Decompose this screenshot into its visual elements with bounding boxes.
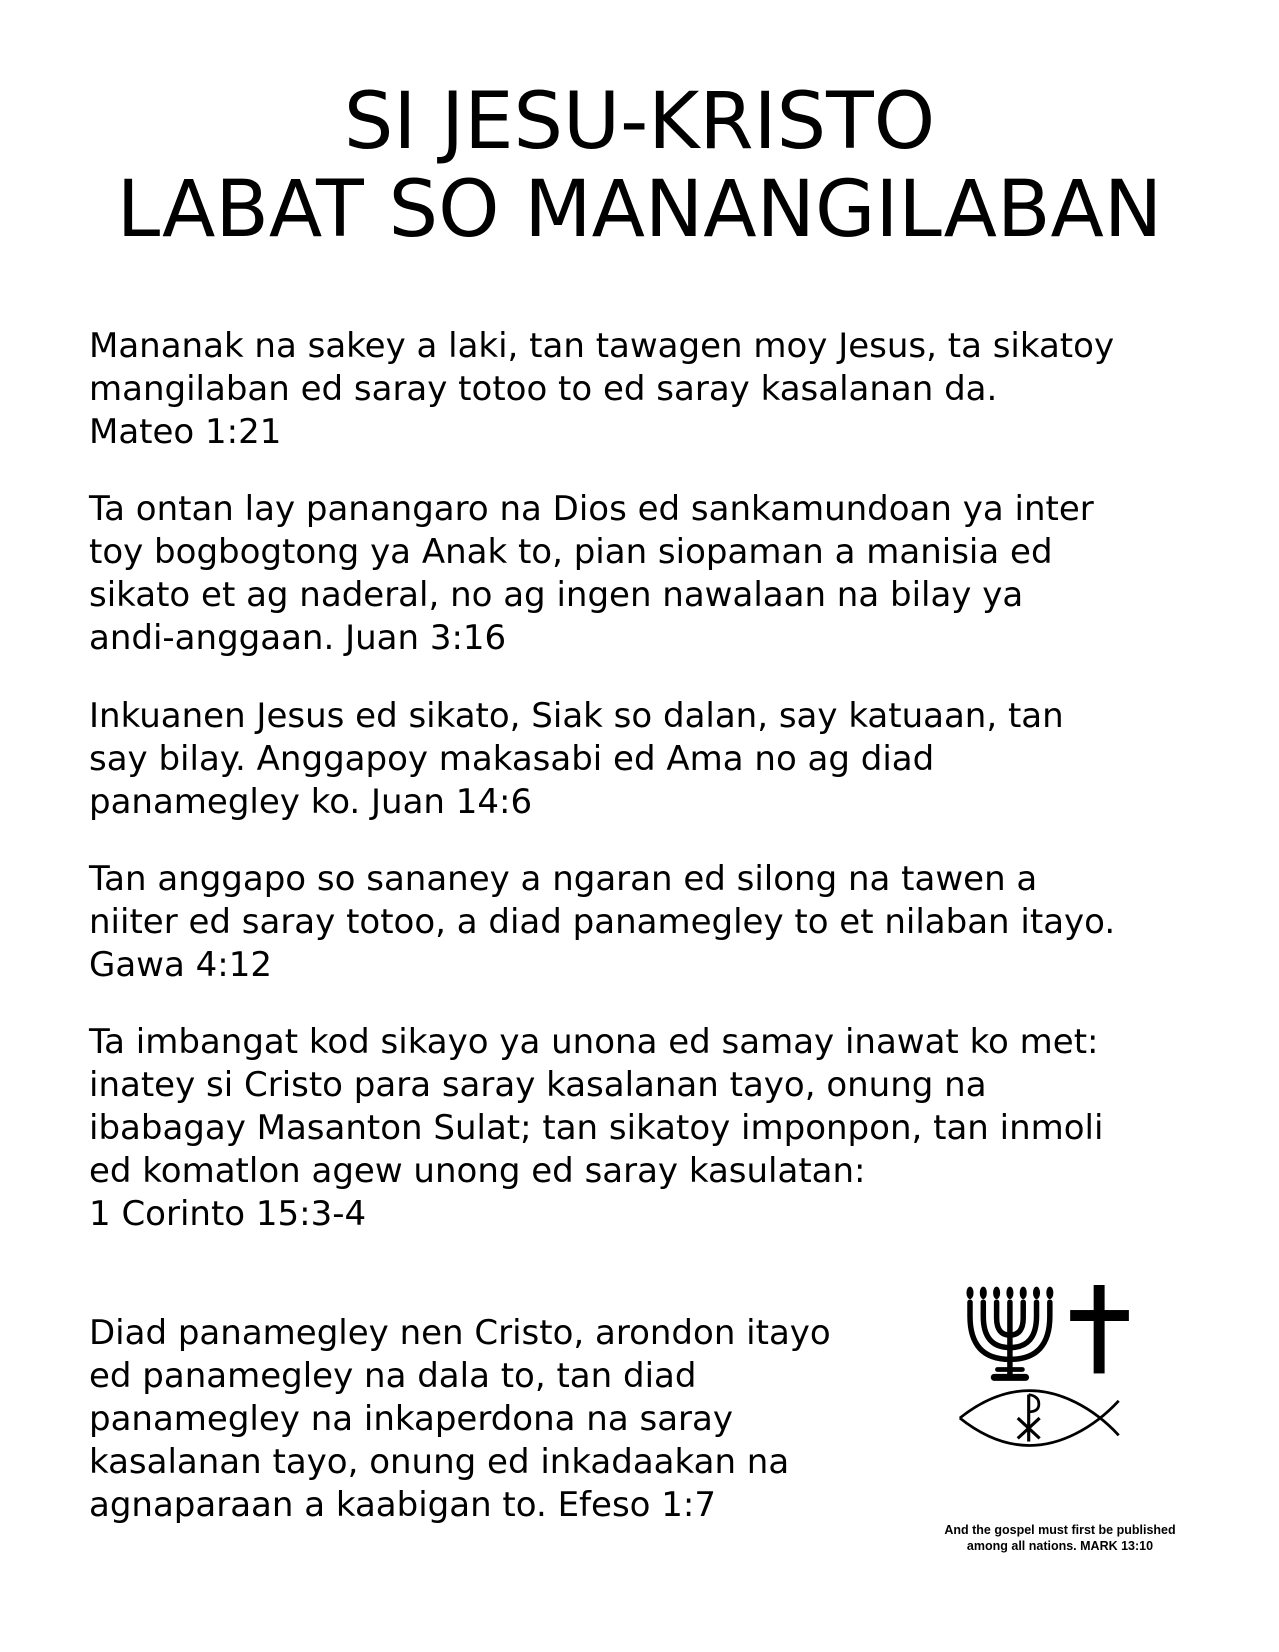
verse-paragraph-mateo [89,325,1114,454]
verse-line: kasalanan tayo, onung ed inkadaakan na [89,1442,790,1482]
verse-line: say bilay. Anggapoy makasabi ed Ama no ag diad [89,739,935,779]
verse-line: Tan anggapo so sananey a ngaran ed silong na tawen a [89,859,1038,899]
verse-paragraph-juan-3-16 [89,488,1094,660]
cross-icon [1070,1285,1129,1373]
verse-line: Inkuanen Jesus ed sikato, Siak so dalan, say katuaan, tan [89,696,1064,736]
verse-line: sikato et ag naderal, no ag ingen nawalaan na bilay ya [89,575,1024,615]
page-title [0,78,1279,254]
verse-reference: 1 Corinto 15:3-4 [89,1194,367,1234]
ichthys-chi-rho-icon [960,1391,1119,1446]
caption-line-2: among all nations. MARK 13:10 [966,1539,1154,1553]
verse-line: agnaparaan a kaabigan to. Efeso 1:7 [89,1485,716,1525]
verse-paragraph-corinto [89,1021,1103,1236]
verse-line: Mananak na sakey a laki, tan tawagen moy Jesus, ta sikatoy [89,326,1115,366]
scripture-caption [900,1522,1220,1554]
verse-line: ibabagay Masanton Sulat; tan sikatoy imponpon, tan inmoli [89,1108,1104,1148]
verse-line: Diad panamegley nen Cristo, arondon itayo [89,1313,831,1353]
verse-line: ed komatlon agew unong ed saray kasulatan: [89,1151,866,1191]
verse-paragraph-gawa [89,858,1115,987]
verse-reference: Gawa 4:12 [89,945,272,985]
religious-symbols [930,1285,1190,1465]
title-line-1: SI JESU-KRISTO [343,77,936,167]
verse-line: toy bogbogtong ya Anak to, pian siopaman a manisia ed [89,532,1053,572]
verse-line: andi-anggaan. Juan 3:16 [89,618,507,658]
verse-line: Ta ontan lay panangaro na Dios ed sankamundoan ya inter [89,489,1094,529]
menorah-icon [966,1287,1053,1378]
verse-reference: Mateo 1:21 [89,412,282,452]
verse-line: panamegley ko. Juan 14:6 [89,782,533,822]
title-line-2: LABAT SO MANANGILABAN [116,165,1163,255]
verse-line: ed panamegley na dala to, tan diad [89,1356,697,1396]
verse-paragraph-efeso [89,1312,831,1527]
verse-line: mangilaban ed saray totoo to ed saray kasalanan da. [89,369,998,409]
verse-line: panamegley na inkaperdona na saray [89,1399,733,1439]
verse-line: Ta imbangat kod sikayo ya unona ed samay inawat ko met: [89,1022,1099,1062]
verse-paragraph-juan-14-6 [89,695,1064,824]
verse-line: niiter ed saray totoo, a diad panamegley to et nilaban itayo. [89,902,1116,942]
caption-line-1: And the gospel must first be published [944,1523,1176,1537]
verse-line: inatey si Cristo para saray kasalanan tayo, onung na [89,1065,987,1105]
